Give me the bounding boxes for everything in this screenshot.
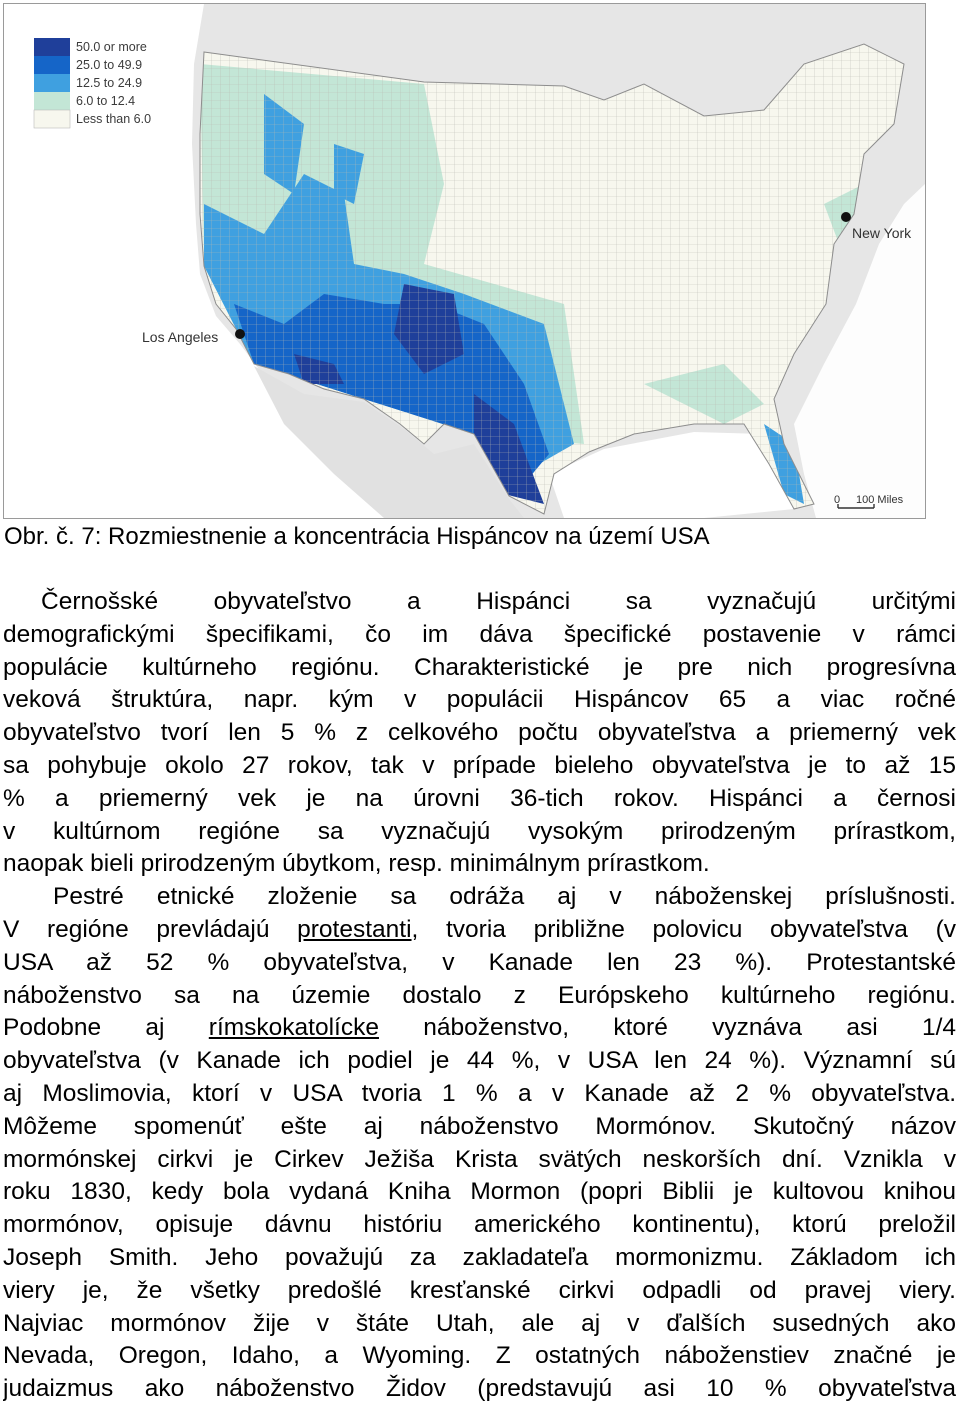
text-line-10: Pestré etnické zloženie sa odráža aj v náboženskej príslušnosti. <box>53 883 956 911</box>
legend-label-3: 12.5 to 24.9 <box>76 76 143 90</box>
text-line-12: USA až 52 % obyvateľstva, v Kanade len 23 %). Protestantské <box>3 948 956 976</box>
los-angeles-dot <box>235 329 245 339</box>
text-line-16: aj Moslimovia, ktorí v USA tvoria 1 % a v Kanade až 2 % obyvateľstva. <box>3 1079 956 1107</box>
text-line-14 <box>3 1012 956 1045</box>
text-line-22: viery je, že všetky predošlé kresťanské cirkvi odpadli od pravej viery. <box>3 1276 956 1304</box>
figure-caption: Obr. č. 7: Rozmiestnenie a koncentrácia Hispáncov na území USA <box>4 523 710 550</box>
text-line-7: % a priemerný vek je na úrovni 36-tich rokov. Hispánci a černosi <box>3 784 956 812</box>
protestanti-term: protestanti <box>297 915 412 943</box>
text-line-9: naopak bieli prirodzeným úbytkom, resp. minimálnym prírastkom. <box>3 850 710 878</box>
body-text <box>3 586 956 1406</box>
legend-swatch-12-24 <box>34 74 70 92</box>
text-line-11b: , tvoria približne polovicu obyvateľstva (v <box>411 915 956 943</box>
text-line-21: Joseph Smith. Jeho považujú za zakladateľa mormonizmu. Základom ich <box>3 1243 956 1271</box>
text-line-13: náboženstvo sa na územie dostalo z Európskeho kultúrneho regiónu. <box>3 981 956 1009</box>
map-legend <box>28 34 178 131</box>
text-line-14a: Podobne aj <box>3 1014 209 1042</box>
text-line-20: mormónov, opisuje dávnu históriu amerického kontinentu), ktorú preložil <box>3 1211 956 1239</box>
map-svg <box>4 4 925 518</box>
new-york-dot <box>841 212 851 222</box>
text-line-11 <box>3 914 956 947</box>
text-line-5: obyvateľstvo tvorí len 5 % z celkového počtu obyvateľstva a priemerný vek <box>3 719 956 747</box>
rimskokatolicke-term: rímskokatolícke <box>208 1014 379 1042</box>
text-line-4: veková štruktúra, napr. kým v populácii Hispáncov 65 a viac ročné <box>3 686 956 714</box>
text-line-17: Môžeme spomenúť ešte aj náboženstvo Mormónov. Skutočný názov <box>3 1112 956 1140</box>
legend-swatch-50-plus <box>34 38 70 56</box>
text-line-19: roku 1830, kedy bola vydaná Kniha Mormon (popri Biblii je kultovou knihou <box>3 1178 956 1206</box>
text-line-18: mormónskej cirkvi je Cirkev Ježiša Krista svätých neskorších dní. Vznikla v <box>3 1145 956 1173</box>
legend-swatch-less-6 <box>34 110 70 128</box>
text-line-15: obyvateľstva (v Kanade ich podiel je 44 %, v USA len 24 %). Významní sú <box>3 1047 956 1075</box>
text-line-11a: V regióne prevládajú <box>3 915 298 943</box>
scale-label: 100 Miles <box>856 494 904 506</box>
legend-label-5: Less than 6.0 <box>76 112 152 126</box>
legend-label-1: 50.0 or more <box>76 40 147 54</box>
text-line-14b: náboženstvo, ktoré vyznáva asi 1/4 <box>378 1014 956 1042</box>
text-line-6: sa pohybuje okolo 27 rokov, tak v prípade bieleho obyvateľstva je to až 15 <box>3 751 956 779</box>
legend-label-4: 6.0 to 12.4 <box>76 94 136 108</box>
hispanic-population-map <box>3 3 926 519</box>
legend-label-2: 25.0 to 49.9 <box>76 58 143 72</box>
legend-swatch-25-49 <box>34 56 70 74</box>
text-line-25: judaizmus ako náboženstvo Židov (predstavujú asi 10 % obyvateľstva <box>3 1375 956 1403</box>
text-line-2: demografickými špecifikami, čo im dáva špecifické postavenie v rámci <box>3 620 956 648</box>
text-line-8: v kultúrnom regióne sa vyznačujú vysokým prirodzeným prírastkom, <box>3 817 956 845</box>
text-line-24: Nevada, Oregon, Idaho, a Wyoming. Z ostatných náboženstiev značné je <box>3 1342 956 1370</box>
text-line-23: Najviac mormónov žije v štáte Utah, ale aj v ďalších susedných ako <box>3 1309 956 1337</box>
scale-zero: 0 <box>834 494 841 506</box>
text-line-1: Černošské obyvateľstvo a Hispánci sa vyznačujú určitými <box>41 588 956 615</box>
new-york-label: New York <box>852 225 912 241</box>
los-angeles-label: Los Angeles <box>142 329 219 345</box>
text-line-3: populácie kultúrneho regiónu. Charakteristické je pre nich progresívna <box>3 653 956 681</box>
legend-swatch-6-12 <box>34 92 70 110</box>
